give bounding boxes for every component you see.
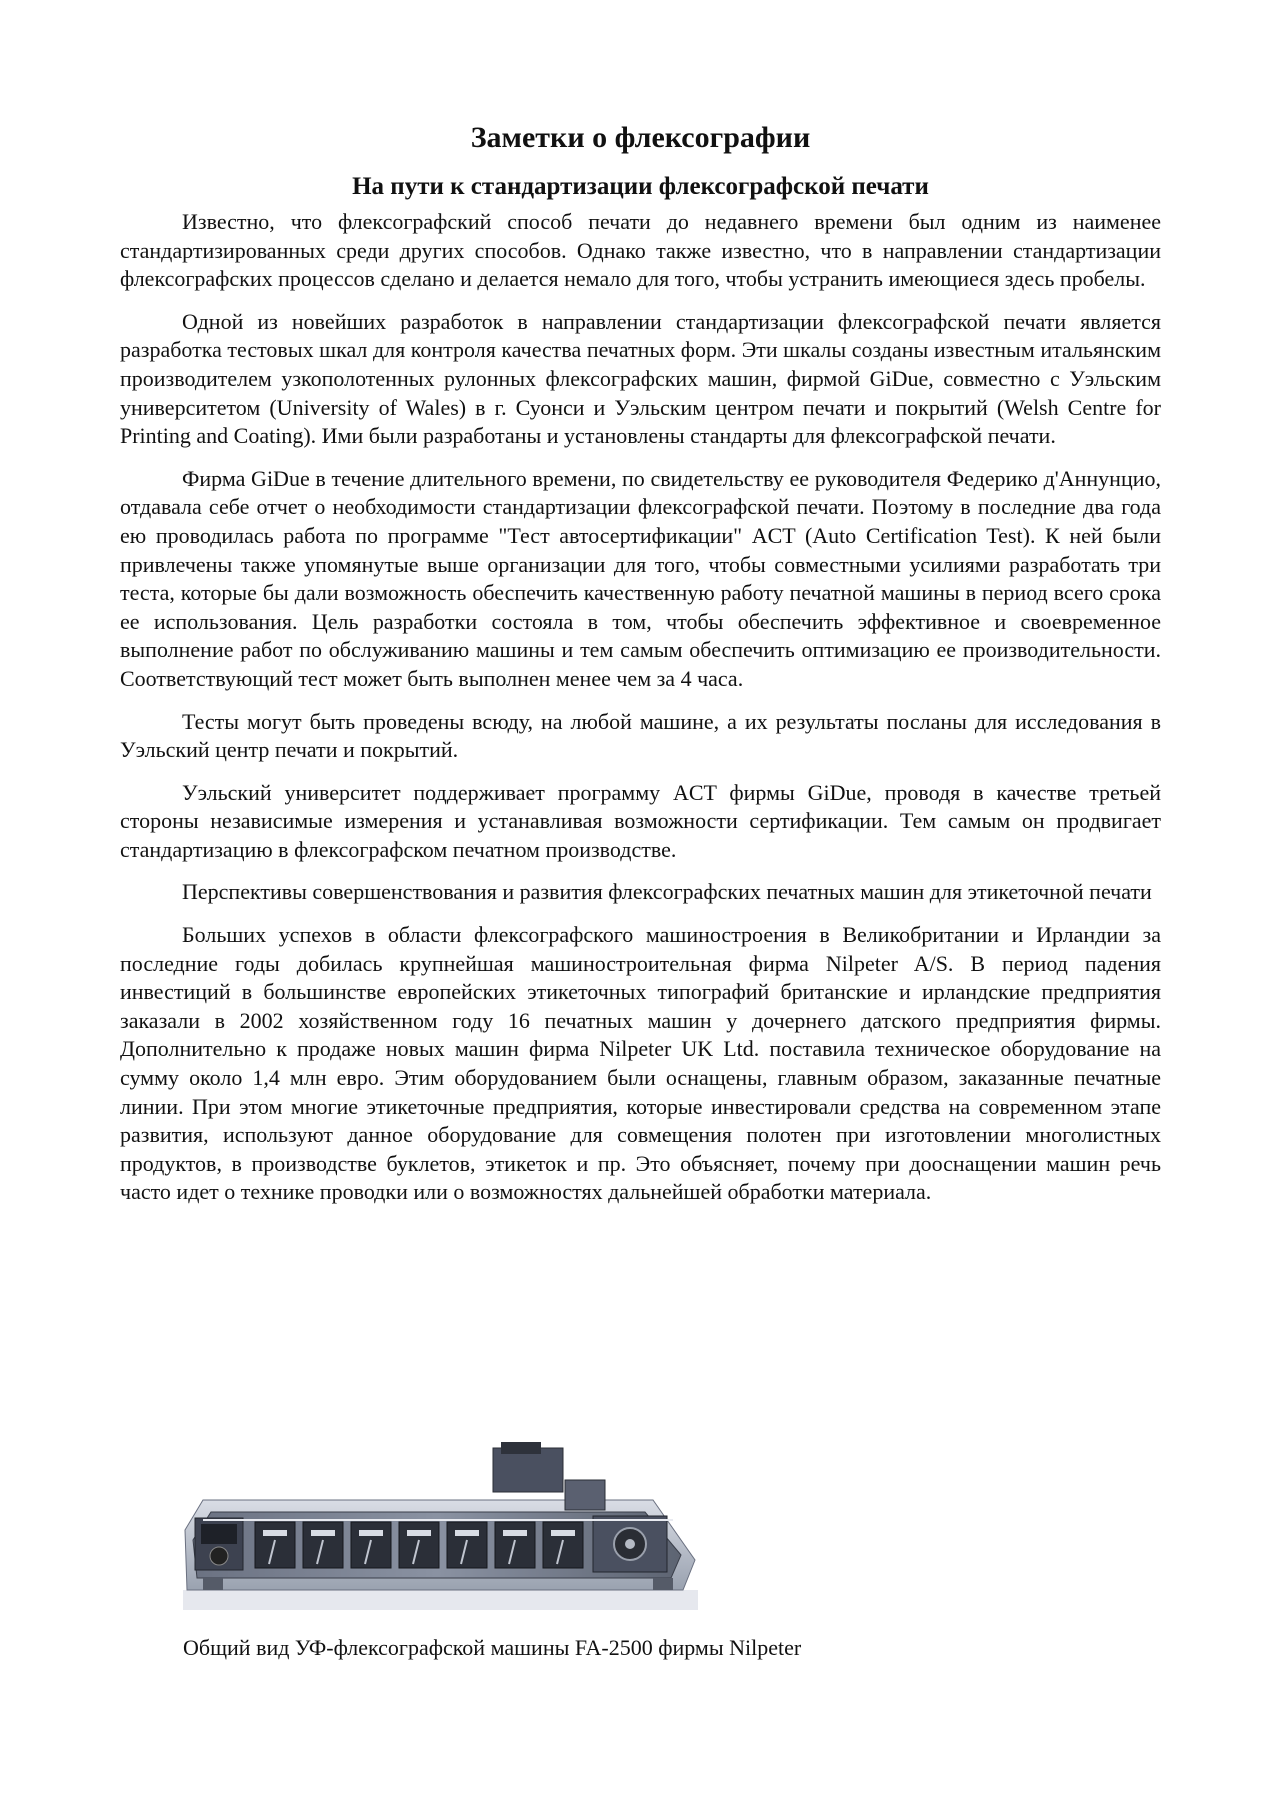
paragraph-1: Известно, что флексографский способ печати до недавнего времени был одним из наименее стандартизированных среди других способов. Однако также известно, что в направлении стандартизации флексографских процессов сделано и делается немало для того, чтобы устранить имеющиеся здесь пробелы. xyxy=(120,209,1161,292)
paragraph-5: Уэльский университет поддерживает программу ACT фирмы GiDue, проводя в качестве третьей стороны независимые измерения и устанавливая возможности сертификации. Тем самым он продвигает стандартизацию в флексографском печатном производстве. xyxy=(120,779,1161,862)
paragraph-7: Больших успехов в области флексографского машиностроения в Великобритании и Ирландии за последние годы добилась крупнейшая машиностроительная фирма Nilpeter A/S. В период падения инвестиций в большинстве европейских этикеточных типографий британские и ирландские предприятия заказали в 2002 хозяйственном году 16 печатных машин у дочернего датского предприятия фирмы. Дополнительно к продаже новых машин фирма Nilpeter UK Ltd. поставила техническое оборудование на сумму около 1,4 млн евро. Этим оборудованием были оснащены, главным образом, заказанные печатные линии. При этом многие этикеточные предприятия, которые инвестировали средства на современном этапе развития, используют данное оборудование для совмещения полотен при изготовлении многолистных продуктов, в производстве буклетов, этикеток и пр. Это объясняет, почему при дооснащении машин речь часто идет о технике проводки или о возможностях дальнейшей обработки материала. xyxy=(120,922,1161,1205)
paragraph-2: Одной из новейших разработок в направлении стандартизации флексографской печати является разработка тестовых шкал для контроля качества печатных форм. Эти шкалы созданы известным итальянским производителем узкополотенных рулонных флексографских машин, фирмой GiDue, совместно с Уэльским университетом (University of Wales) в г. Суонси и Уэльским центром печати и покрытий (Welsh Centre for Printing and Coating). Ими были разработаны и установлены стандарты для флексографской печати. xyxy=(120,308,1161,449)
document-page xyxy=(120,118,1161,1221)
printing-machine-photo xyxy=(183,1440,698,1610)
paragraph-4: Тесты могут быть проведены всюду, на любой машине, а их результаты посланы для исследования в Уэльский центр печати и покрытий. xyxy=(120,708,1161,763)
page-subtitle: На пути к стандартизации флексографской печати xyxy=(352,173,929,200)
page-title: Заметки о флексографии xyxy=(470,121,811,154)
printing-machine-illustration xyxy=(183,1440,698,1610)
figure-caption: Общий вид УФ-флексографской машины FA-2500 фирмы Nilpeter xyxy=(183,1635,802,1660)
section-heading-perspectives: Перспективы совершенствования и развития флексографских печатных машин для этикеточной печати xyxy=(182,879,1152,905)
print-stations xyxy=(255,1522,583,1568)
paragraph-3: Фирма GiDue в течение длительного времени, по свидетельству ее руководителя Федерико д'Аннунцио, отдавала себе отчет о необходимости стандартизации флексографской печати. Поэтому в последние два года ею проводилась работа по программе "Тест автосертификации" ACT (Auto Certification Test). К ней были привлечены также упомянутые выше организации для того, чтобы совместными усилиями разработать три теста, которые бы дали возможность обеспечить качественную работу печатной машины в период всего срока ее использования. Цель разработки состояла в том, чтобы обеспечить эффективное и своевременное выполнение работ по обслуживанию машины и тем самым обеспечить оптимизацию ее производительности. Соответствующий тест может быть выполнен менее чем за 4 часа. xyxy=(120,465,1161,691)
